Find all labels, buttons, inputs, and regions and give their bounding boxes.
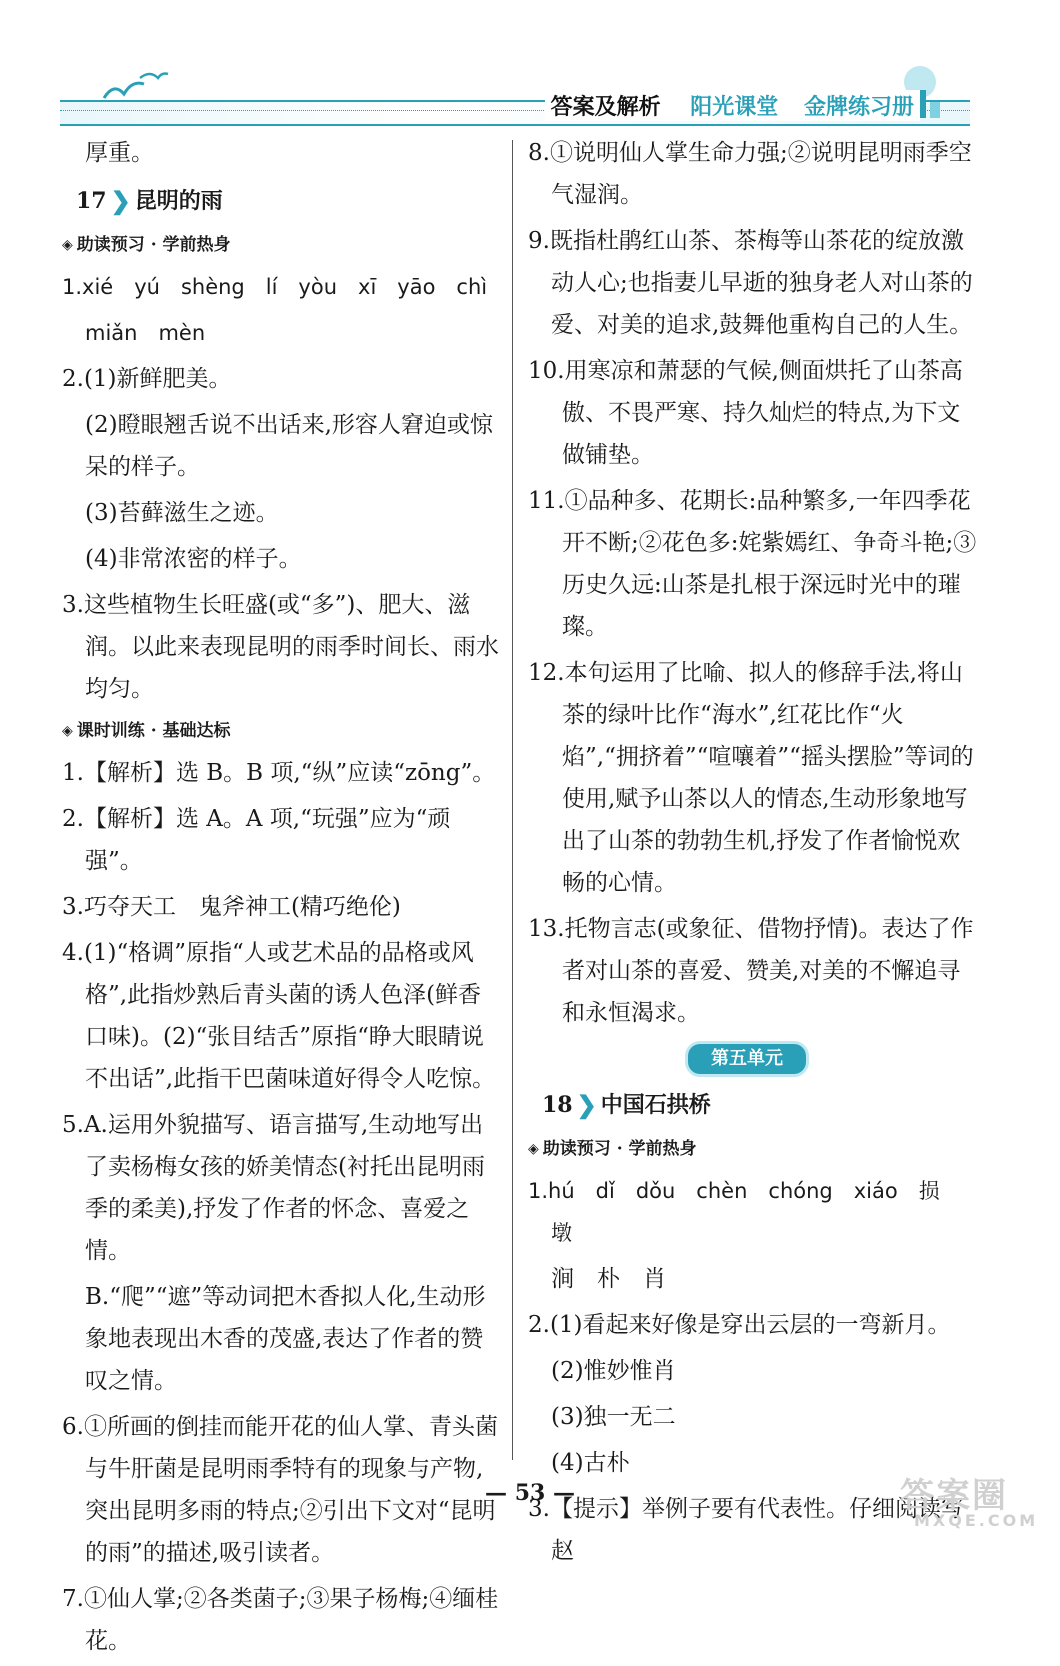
answer-item: (2)惟妙惟肖 [551, 1358, 676, 1384]
lesson-heading-17 [76, 180, 502, 222]
section-title: 助读预习 · 学前热身 [76, 235, 231, 255]
answer-item: (4)非常浓密的样子。 [85, 546, 302, 572]
answer-item: 12.本句运用了比喻、拟人的修辞手法,将山茶的绿叶比作“海水”,红花比作“火焰”,“拥挤着”“喧嚷着”“摇头摆脸”等词的使用,赋予山茶以人的情态,生动形象地写出了山茶的勃勃生机,抒发了作者愉悦欢畅的心情。 [528, 660, 974, 896]
answer-item: miǎn mèn [85, 321, 206, 345]
section-heading [528, 1132, 978, 1166]
header-title [545, 90, 920, 121]
section-title: 课时训练 · 基础达标 [76, 721, 231, 741]
page-number: — 53 — [485, 1480, 575, 1506]
answer-item: 2.(1)新鲜肥美。 [62, 366, 232, 392]
lesson-title: 中国石拱桥 [600, 1092, 711, 1118]
answer-item: 13.托物言志(或象征、借物抒情)。表达了作者对山茶的喜爱、赞美,对美的不懈追寻和永恒渴求。 [528, 916, 974, 1026]
answer-item: 3.这些植物生长旺盛(或“多”)、肥大、滋润。以此来表现昆明的雨季时间长、雨水均匀。 [62, 592, 499, 702]
section-heading [62, 228, 502, 262]
header-title-answers: 答案及解析 [550, 94, 661, 120]
answer-item: 2.【解析】选 A。A 项,“玩强”应为“顽强”。 [62, 806, 451, 874]
unit-banner: 第五单元 [688, 1044, 806, 1074]
answer-item: 7.①仙人掌;②各类菌子;③果子杨梅;④缅桂花。 [62, 1586, 499, 1654]
watermark-text: 答案圈 [900, 1476, 1008, 1516]
continued-text: 厚重。 [85, 140, 154, 166]
lesson-number: 17 [76, 188, 107, 214]
header-title-series: 阳光课堂 [690, 94, 779, 120]
lesson-heading-18 [542, 1084, 978, 1126]
answer-item: 9.既指杜鹃红山茶、茶梅等山茶花的绽放激动人心;也指妻儿早逝的独身老人对山茶的爱、对美的追求,鼓舞他重构自己的人生。 [528, 228, 973, 338]
answer-item: 4.(1)“格调”原指“人或艺术品的品格或风格”,此指炒熟后青头菌的诱人色泽(鲜香口味)。(2)“张目结舌”原指“睁大眼睛说不出话”,此指干巴菌味道好得令人吃惊。 [62, 940, 496, 1092]
answer-item: 3.巧夺天工 鬼斧神工(精巧绝伦) [62, 894, 401, 920]
chevron-right-icon: ❯ [110, 186, 131, 215]
answer-item: 1.hú dǐ dǒu chèn chóng xiáo 损 墩 [528, 1179, 961, 1245]
lesson-number: 18 [542, 1092, 573, 1118]
answer-item: (3)苔藓滋生之迹。 [85, 500, 279, 526]
answer-item: 1.xié yú shèng lí yòu xī yāo chì [62, 275, 488, 299]
answer-item: 2.(1)看起来好像是穿出云层的一弯新月。 [528, 1312, 951, 1338]
answer-item: 涧 朴 肖 [551, 1266, 666, 1292]
watermark-url: MXQE.COM [914, 1511, 1039, 1530]
lesson-title: 昆明的雨 [134, 188, 223, 214]
answer-item: (2)瞪眼翘舌说不出话来,形容人窘迫或惊呆的样子。 [85, 412, 493, 480]
right-column [528, 132, 978, 1576]
answer-item: 10.用寒凉和萧瑟的气候,侧面烘托了山茶高傲、不畏严寒、持久灿烂的特点,为下文做铺垫。 [528, 358, 963, 468]
answer-item: 3.【提示】举例子要有代表性。仔细阅读写赵 [528, 1496, 964, 1564]
watermark-logo [900, 1468, 1040, 1528]
answer-item: B.“爬”“遮”等动词把木香拟人化,生动形象地表现出木香的茂盛,表达了作者的赞叹之情。 [85, 1284, 486, 1394]
chevron-right-icon: ❯ [576, 1090, 597, 1119]
section-heading [62, 714, 502, 748]
diamond-icon: ◈ [528, 1141, 539, 1157]
answer-item: 11.①品种多、花期长:品种繁多,一年四季花开不断;②花色多:姹紫嫣红、争奇斗艳;③历史久远:山茶是扎根于深远时光中的璀璨。 [528, 488, 977, 640]
diamond-icon: ◈ [62, 723, 73, 739]
page-header [0, 0, 1060, 140]
answer-item: 6.①所画的倒挂而能开花的仙人掌、青头菌与牛肝菌是昆明雨季特有的现象与产物,突出昆明多雨的特点;②引出下文对“昆明的雨”的描述,吸引读者。 [62, 1414, 498, 1566]
answer-item: 5.A.运用外貌描写、语言描写,生动地写出了卖杨梅女孩的娇美情态(衬托出昆明雨季的柔美),抒发了作者的怀念、喜爱之情。 [62, 1112, 485, 1264]
diamond-icon: ◈ [62, 237, 73, 253]
column-divider [512, 140, 513, 1460]
answer-item: (4)古朴 [551, 1450, 630, 1476]
answer-item: (3)独一无二 [551, 1404, 676, 1430]
header-title-book: 金牌练习册 [803, 94, 914, 120]
left-column [62, 132, 502, 1666]
answer-item: 1.【解析】选 B。B 项,“纵”应读“zōng”。 [62, 760, 496, 786]
answer-item: 8.①说明仙人掌生命力强;②说明昆明雨季空气湿润。 [528, 140, 972, 208]
section-title: 助读预习 · 学前热身 [542, 1139, 697, 1159]
